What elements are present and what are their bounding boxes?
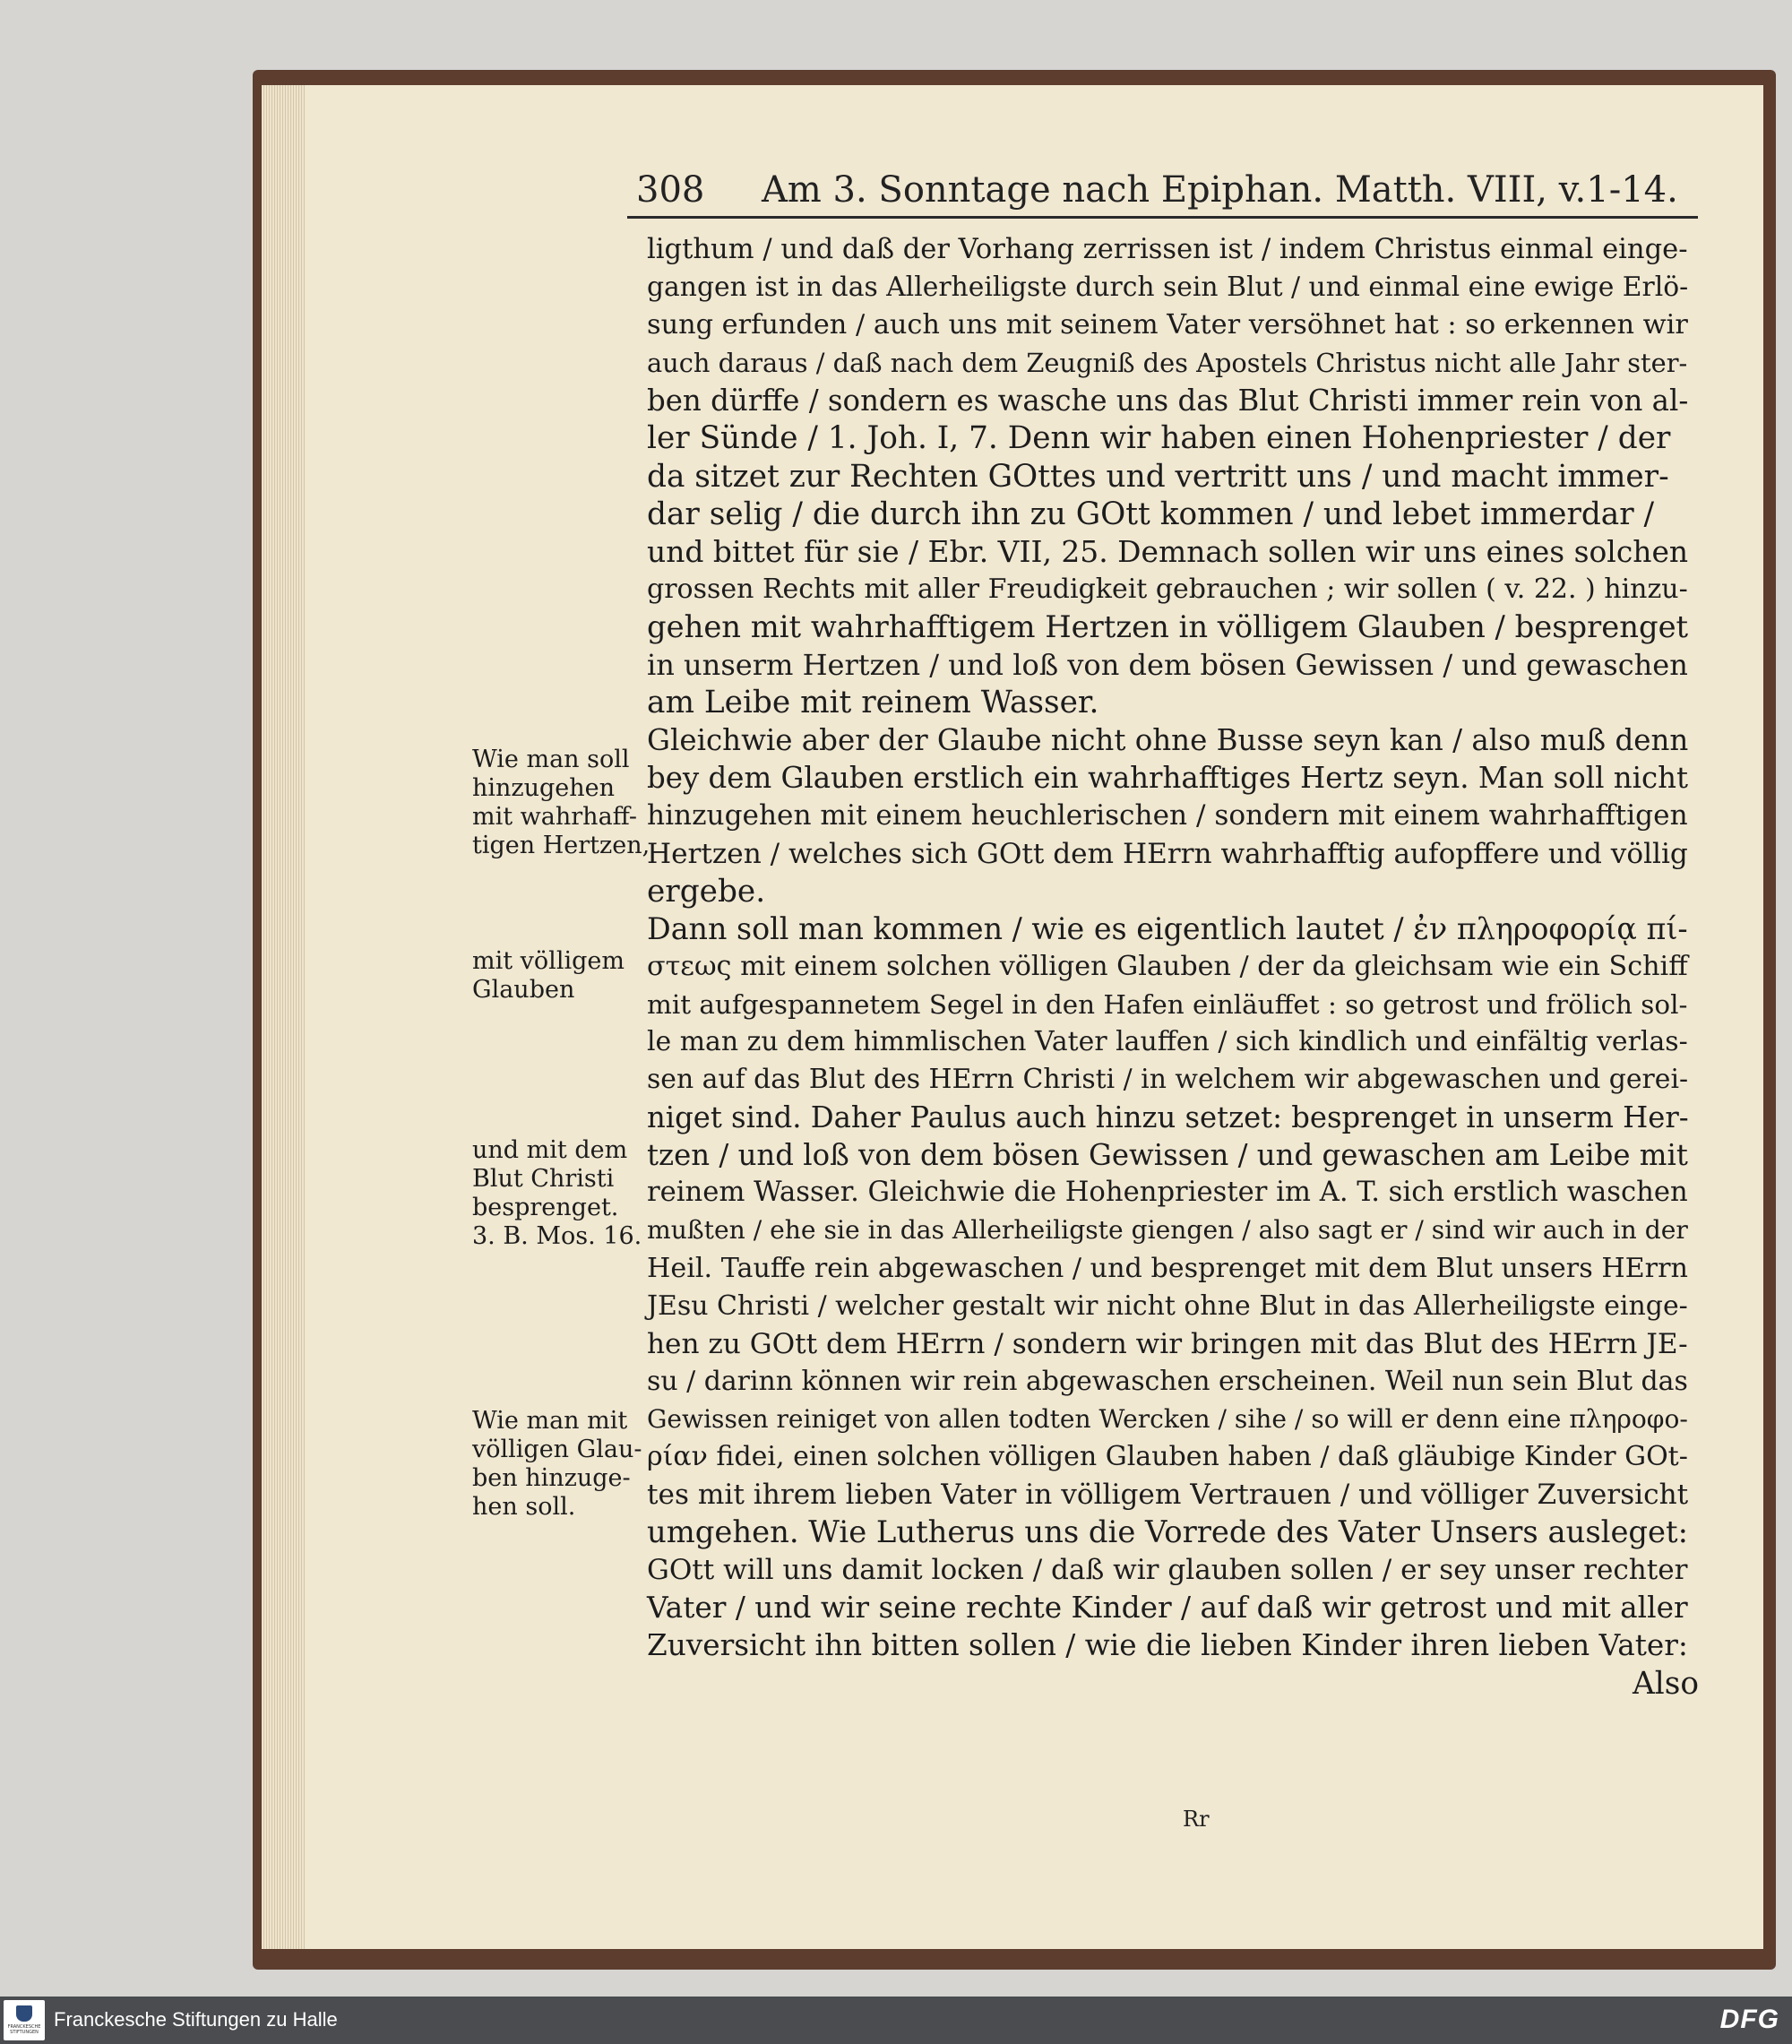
text-line: ergebe. — [647, 873, 766, 910]
text-line: tes mit ihrem lieben Vater in völligem Vertrauen / und völliger Zuversicht — [647, 1479, 1689, 1512]
text-line: bey dem Glauben erstlich ein wahrhafftiges Hertz seyn. Man soll nicht — [647, 761, 1689, 796]
text-line: und bittet für sie / Ebr. VII, 25. Demnach sollen wir uns eines solchen — [647, 533, 1689, 569]
text-line: Dann soll man kommen / wie es eigentlich lautet / ἐν πληροφορίᾳ πί- — [647, 910, 1688, 946]
text-line: ben dürffe / sondern es wasche uns das Blut Christi immer rein von al- — [647, 384, 1689, 418]
margin-note: mit völligem Glauben — [472, 947, 625, 1004]
text-line: GOtt will uns damit locken / daß wir glauben sollen / er sey unser rechter — [647, 1554, 1688, 1587]
logo-text: FRANCKESCHE STIFTUNGEN — [7, 2024, 41, 2035]
text-line: grossen Rechts mit aller Freudigkeit gebrauchen ; wir sollen ( v. 22. ) hinzu- — [647, 573, 1688, 605]
text-line: Gleichwie aber der Glaube nicht ohne Busse seyn kan / also muß denn — [647, 723, 1689, 758]
text-line: Vater / und wir seine rechte Kinder / auf daß wir getrost und mit aller — [647, 1591, 1688, 1626]
text-line: su / darinn können wir rein abgewaschen erscheinen. Weil nun sein Blut das — [647, 1365, 1688, 1397]
body-text — [647, 231, 1699, 1703]
text-line: da sitzet zur Rechten GOttes und vertritt uns / und macht immer- — [647, 458, 1669, 495]
text-line: umgehen. Wie Lutherus uns die Vorrede des Vater Unsers ausleget: — [647, 1514, 1688, 1550]
institution-name[interactable]: Franckesche Stiftungen zu Halle — [54, 2008, 338, 2031]
margin-note: Wie man mit völligen Glau- ben hinzuge- hen soll. — [472, 1407, 642, 1521]
text-line: reinem Wasser. Gleichwie die Hohenpriester im A. T. sich erstlich waschen — [647, 1177, 1688, 1209]
catchword: Also — [1633, 1665, 1699, 1702]
dfg-logo[interactable]: DFG — [1719, 2005, 1779, 2034]
institution-logo[interactable] — [4, 2000, 45, 2040]
text-line: Gewissen reiniget von allen todten Wercken / sihe / so will er denn eine πληροφο- — [647, 1403, 1688, 1434]
text-line: auch daraus / daß nach dem Zeugniß des Apostels Christus nicht alle Jahr ster- — [647, 348, 1688, 379]
text-line: ler Sünde / 1. Joh. I, 7. Denn wir haben einen Hohenpriester / der — [647, 420, 1671, 457]
text-line: ligthum / und daß der Vorhang zerrissen ist / indem Christus einmal einge- — [647, 234, 1688, 265]
text-line: Zuversicht ihn bitten sollen / wie die lieben Kinder ihren lieben Vater: — [647, 1628, 1688, 1663]
text-line: hinzugehen mit einem heuchlerischen / sondern mit einem wahrhafftigen — [647, 799, 1688, 832]
margin-note: Wie man soll hinzugehen mit wahrhaff- tigen Hertzen, — [472, 746, 650, 859]
text-line: mit aufgespannetem Segel in den Hafen einläuffet : so getrost und frölich sol- — [647, 988, 1688, 1020]
running-title: Am 3. Sonntage nach Epiphan. Matth. VIII, v.1-14. — [762, 169, 1678, 211]
text-line: le man zu dem himmlischen Vater lauffen / sich kindlich und einfältig verlas- — [647, 1025, 1688, 1057]
page-number: 308 — [636, 169, 705, 211]
text-line: ρίαν fidei, einen solchen völligen Glauben haben / daß gläubige Kinder GOt- — [647, 1441, 1688, 1472]
text-line: gehen mit wahrhafftigem Hertzen in völligem Glauben / besprenget — [647, 608, 1689, 644]
text-line: στεως mit einem solchen völligen Glauben / der da gleichsam wie ein Schiff — [647, 950, 1688, 982]
running-header — [636, 164, 1693, 218]
page-edges — [262, 85, 311, 1949]
header-rule — [627, 216, 1698, 219]
text-line: dar selig / die durch ihn zu GOtt kommen / und lebet immerdar / — [647, 496, 1655, 532]
text-line: gangen ist in das Allerheiligste durch sein Blut / und einmal eine ewige Erlö- — [647, 272, 1689, 304]
footer-bar — [0, 1997, 1792, 2044]
text-line: niget sind. Daher Paulus auch hinzu setzet: besprenget in unserm Her- — [647, 1100, 1689, 1135]
text-line: in unserm Hertzen / und loß von dem bösen Gewissen / und gewaschen — [647, 648, 1688, 683]
text-line: hen zu GOtt dem HErrn / sondern wir bringen mit das Blut des HErrn JE- — [647, 1327, 1688, 1360]
text-line: Heil. Tauffe rein abgewaschen / und besprenget mit dem Blut unsers HErrn — [647, 1252, 1688, 1284]
text-line: sen auf das Blut des HErrn Christi / in welchem wir abgewaschen und gerei- — [647, 1064, 1689, 1096]
building-icon — [16, 2005, 32, 2022]
text-line: JEsu Christi / welcher gestalt wir nicht ohne Blut in das Allerheiligste einge- — [647, 1289, 1688, 1322]
text-line: am Leibe mit reinem Wasser. — [647, 685, 1099, 721]
signature-mark: Rr — [1183, 1807, 1210, 1832]
text-line: tzen / und loß von dem bösen Gewissen / und gewaschen am Leibe mit — [647, 1138, 1688, 1173]
margin-note: und mit dem Blut Christi besprenget. 3. B. Mos. 16. — [472, 1136, 642, 1250]
text-line: Hertzen / welches sich GOtt dem HErrn wahrhafftig aufopffere und völlig — [647, 837, 1688, 870]
text-line: mußten / ehe sie in das Allerheiligste giengen / also sagt er / sind wir auch in der — [647, 1215, 1688, 1246]
text-line: sung erfunden / auch uns mit seinem Vater versöhnet hat : so erkennen wir — [647, 309, 1688, 341]
